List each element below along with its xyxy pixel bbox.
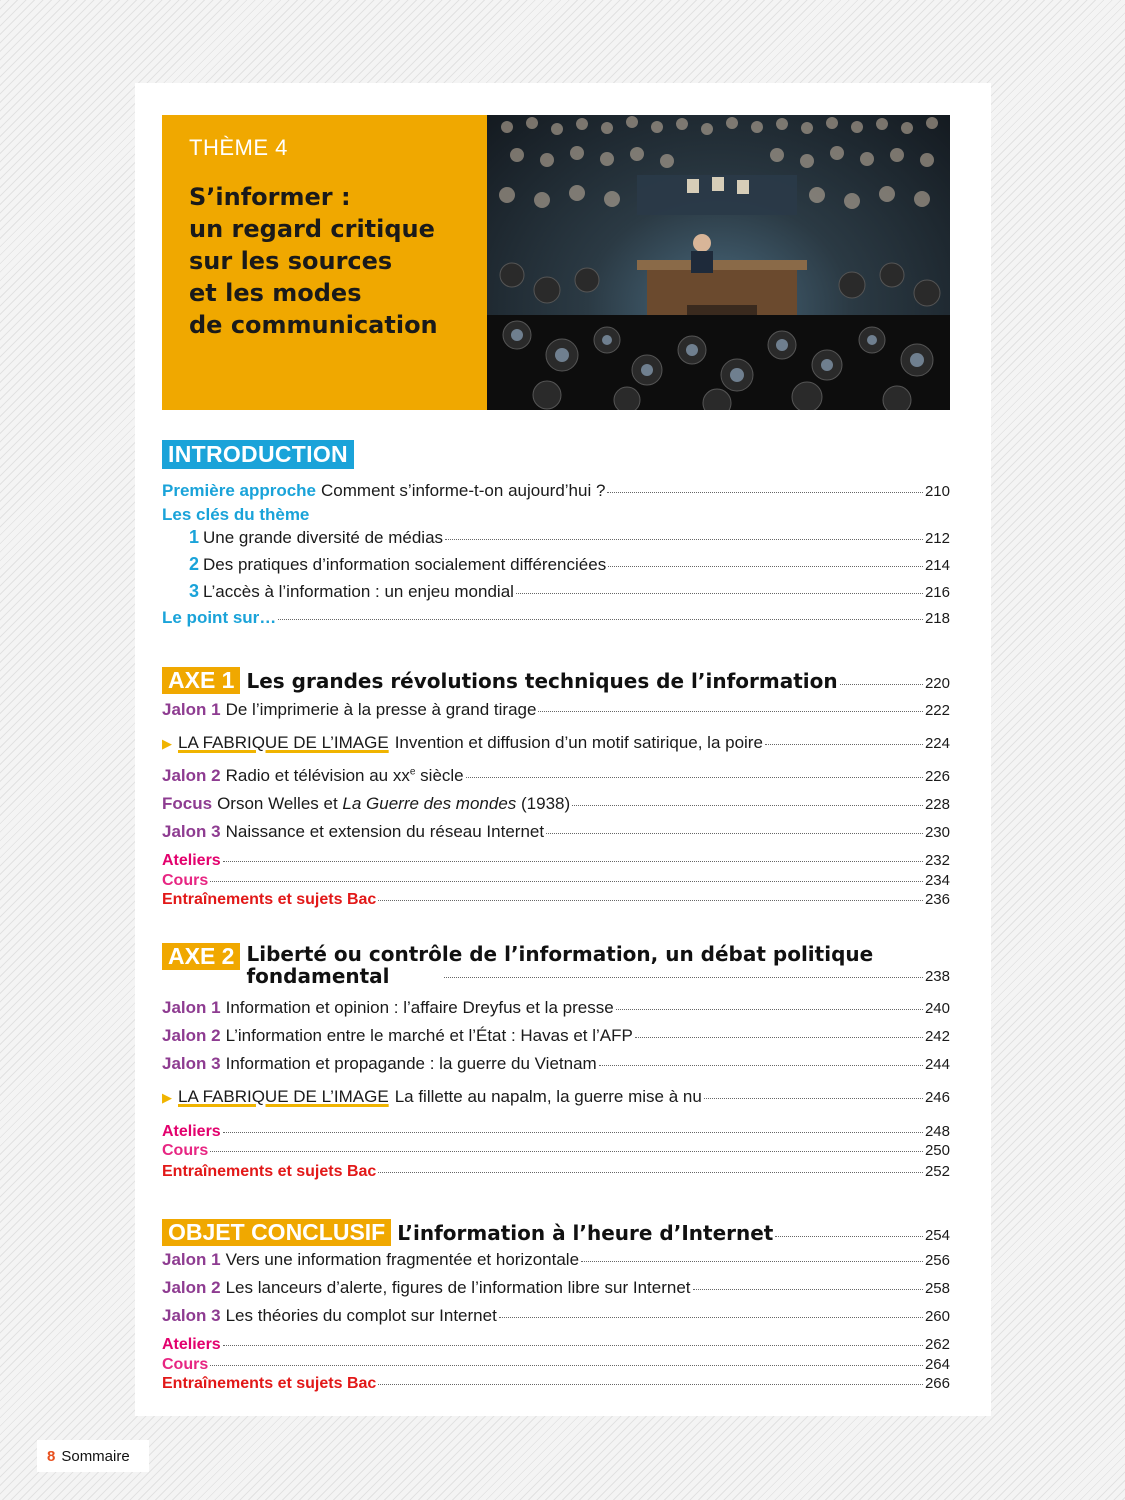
photo-illustration [487,115,950,410]
dot-leader [608,566,923,567]
entry-label: Focus [162,794,213,813]
play-triangle-icon: ▶ [162,1090,172,1105]
theme-title-line: et les modes [189,279,362,307]
toc-entry-axe1-jalon2[interactable] [162,766,950,786]
entry-text: Information et propagande : la guerre du Vietnam [225,1054,597,1073]
page-number: 220 [924,675,950,692]
entry-text: Orson Welles et La Guerre des mondes (1938) [217,794,571,813]
toc-entry-objet-bac[interactable] [162,1375,950,1393]
dot-leader [840,684,923,685]
entry-label: Entraînements et sujets Bac [162,1163,377,1180]
page-number: 234 [924,872,950,889]
dot-leader [693,1289,923,1290]
dot-leader [223,861,923,862]
page-number: 254 [924,1227,950,1244]
page-number: 236 [924,891,950,908]
toc-entry-point-sur[interactable] [162,608,950,628]
dot-leader [538,711,923,712]
dot-leader [210,881,923,882]
dot-leader [572,805,923,806]
dot-leader [278,619,923,620]
page-number: 216 [924,584,950,601]
page-number: 256 [924,1252,950,1269]
toc-entry-axe1-fabrique[interactable] [162,733,950,753]
axe2-tag: AXE 2 [162,943,240,970]
theme-banner [162,115,487,410]
entry-number: 2 [189,554,200,574]
theme-title-line: un regard critique [189,215,435,243]
page-number: 244 [924,1056,950,1073]
page-number: 224 [924,735,950,752]
dot-leader [445,539,923,540]
toc-entry-axe1-ateliers[interactable] [162,852,950,870]
entry-text: La fillette au napalm, la guerre mise à nu [394,1087,702,1106]
toc-entry-axe1-focus[interactable] [162,794,950,814]
objet-header-row[interactable] [162,1219,950,1246]
play-triangle-icon: ▶ [162,736,172,751]
toc-entry-objet-ateliers[interactable] [162,1336,950,1354]
press-photographers-photo [487,115,950,410]
dot-leader [499,1317,923,1318]
page-number: 222 [924,702,950,719]
dot-leader [378,900,923,901]
entry-label: Jalon 1 [162,700,221,719]
toc-entry-axe1-jalon3[interactable] [162,822,950,842]
entry-text: Comment s’informe-t-on aujourd’hui ? [321,481,606,500]
axe2-header-leader [442,968,950,985]
theme-label: THÈME 4 [189,135,288,160]
dot-leader [378,1172,923,1173]
page-number: 232 [924,852,950,869]
page-number: 246 [924,1089,950,1106]
dot-leader [516,593,923,594]
page-footer [37,1440,149,1472]
dot-leader [210,1151,923,1152]
entry-label: Jalon 2 [162,1278,221,1297]
entry-text: Vers une information fragmentée et horizontale [225,1250,580,1269]
entry-label: Jalon 2 [162,766,221,785]
entry-text: Information et opinion : l’affaire Dreyfus et la presse [225,998,614,1017]
dot-leader [210,1365,923,1366]
page-number: 230 [924,824,950,841]
entry-label: Entraînements et sujets Bac [162,891,377,908]
toc-entry-axe1-bac[interactable] [162,891,950,909]
dot-leader [378,1384,923,1385]
toc-entry-objet-jalon1[interactable] [162,1250,950,1270]
entry-label: Jalon 1 [162,998,221,1017]
entry-text: Radio et télévision au $xx^e$ siècle [225,766,464,785]
toc-entry-cle-2[interactable] [189,554,950,575]
toc-entry-cle-1[interactable] [189,527,950,548]
entry-label: Ateliers [162,1336,221,1353]
page-number: 252 [924,1163,950,1180]
theme-title-line: de communication [189,311,438,339]
toc-entry-premiere-approche[interactable] [162,481,950,501]
page-number: 212 [924,530,950,547]
dot-leader [775,1236,923,1237]
page-number: 250 [924,1142,950,1159]
intro-header-row [162,440,950,469]
footer-page-number: 8 [47,1447,56,1465]
entry-label: Le point sur… [162,608,277,627]
page-number: 226 [924,768,950,785]
entry-number: 1 [189,527,200,547]
entry-text: Naissance et extension du réseau Internet [225,822,545,841]
entry-text: L’information entre le marché et l’État : Havas et l’AFP [225,1026,633,1045]
page-sheet [135,83,991,1416]
entry-text: Des pratiques d’information socialement différenciées [203,555,607,574]
dot-leader [704,1098,923,1099]
page-number: 266 [924,1375,950,1392]
toc-entry-axe2-bac[interactable] [162,1163,950,1181]
toc-entry-axe2-cours[interactable] [162,1142,950,1160]
entry-label: Cours [162,1142,209,1159]
entry-label: Cours [162,872,209,889]
entry-number: 3 [189,581,200,601]
entry-text: L’accès à l’information : un enjeu mondial [203,582,514,601]
page-number: 242 [924,1028,950,1045]
toc-entry-objet-cours[interactable] [162,1356,950,1374]
entry-text: Les théories du complot sur Internet [225,1306,497,1325]
toc-entry-axe2-jalon3[interactable] [162,1054,950,1074]
entry-text: Une grande diversité de médias [203,528,444,547]
page-number: 248 [924,1123,950,1140]
entry-label: Jalon 2 [162,1026,221,1045]
page-number: 262 [924,1336,950,1353]
theme-hero [162,115,950,410]
dot-leader [466,777,923,778]
toc-entry-cles-du-theme [162,505,950,525]
toc-entry-axe2-jalon2[interactable] [162,1026,950,1046]
entry-text: Invention et diffusion d’un motif satirique, la poire [394,733,763,752]
fabrique-label: LA FABRIQUE DE L’IMAGE [178,1087,389,1106]
dot-leader [223,1345,923,1346]
axe2-title: Liberté ou contrôle de l’information, un débat politique fondamental [246,942,874,988]
entry-label: Entraînements et sujets Bac [162,1375,377,1392]
dot-leader [444,977,923,978]
entry-label: Première approche [162,481,317,500]
axe1-tag: AXE 1 [162,667,240,694]
dot-leader [607,492,923,493]
page-number: 240 [924,1000,950,1017]
entry-label: Cours [162,1356,209,1373]
footer-section-title: Sommaire [61,1447,130,1465]
toc-entry-cle-3[interactable] [189,581,950,602]
entry-label: Les clés du thème [162,505,310,524]
intro-header: INTRODUCTION [162,440,354,469]
toc-entry-axe1-cours[interactable] [162,872,950,890]
toc-entry-axe2-jalon1[interactable] [162,998,950,1018]
dot-leader [616,1009,923,1010]
toc-entry-axe2-ateliers[interactable] [162,1123,950,1141]
page-number: 218 [924,610,950,627]
page-number: 228 [924,796,950,813]
toc-entry-axe2-fabrique[interactable] [162,1087,950,1107]
dot-leader [765,744,923,745]
theme-title-line: sur les sources [189,247,393,275]
theme-title [189,181,469,341]
page-number: 214 [924,557,950,574]
dot-leader [546,833,923,834]
objet-tag: OBJET CONCLUSIF [162,1219,391,1246]
dot-leader [635,1037,923,1038]
entry-label: Jalon 3 [162,822,221,841]
axe1-header-row[interactable] [162,667,950,694]
toc-entry-objet-jalon3[interactable] [162,1306,950,1326]
entry-label: Ateliers [162,1123,221,1140]
entry-label: Jalon 3 [162,1054,221,1073]
entry-label: Ateliers [162,852,221,869]
dot-leader [581,1261,923,1262]
page-number: 210 [924,483,950,500]
dot-leader [599,1065,923,1066]
page-number: 260 [924,1308,950,1325]
axe1-title: Les grandes révolutions techniques de l’information [246,669,838,693]
toc-entry-axe1-jalon1[interactable] [162,700,950,720]
entry-label: Jalon 3 [162,1306,221,1325]
page-number: 258 [924,1280,950,1297]
entry-text: Les lanceurs d’alerte, figures de l’information libre sur Internet [225,1278,691,1297]
theme-title-line: S’informer : [189,183,351,211]
objet-title: L’information à l’heure d’Internet [397,1221,774,1245]
toc-entry-objet-jalon2[interactable] [162,1278,950,1298]
entry-label: Jalon 1 [162,1250,221,1269]
fabrique-label: LA FABRIQUE DE L’IMAGE [178,733,389,752]
page-number: 264 [924,1356,950,1373]
page-number: 238 [924,968,950,985]
entry-text: De l’imprimerie à la presse à grand tirage [225,700,537,719]
dot-leader [223,1132,923,1133]
